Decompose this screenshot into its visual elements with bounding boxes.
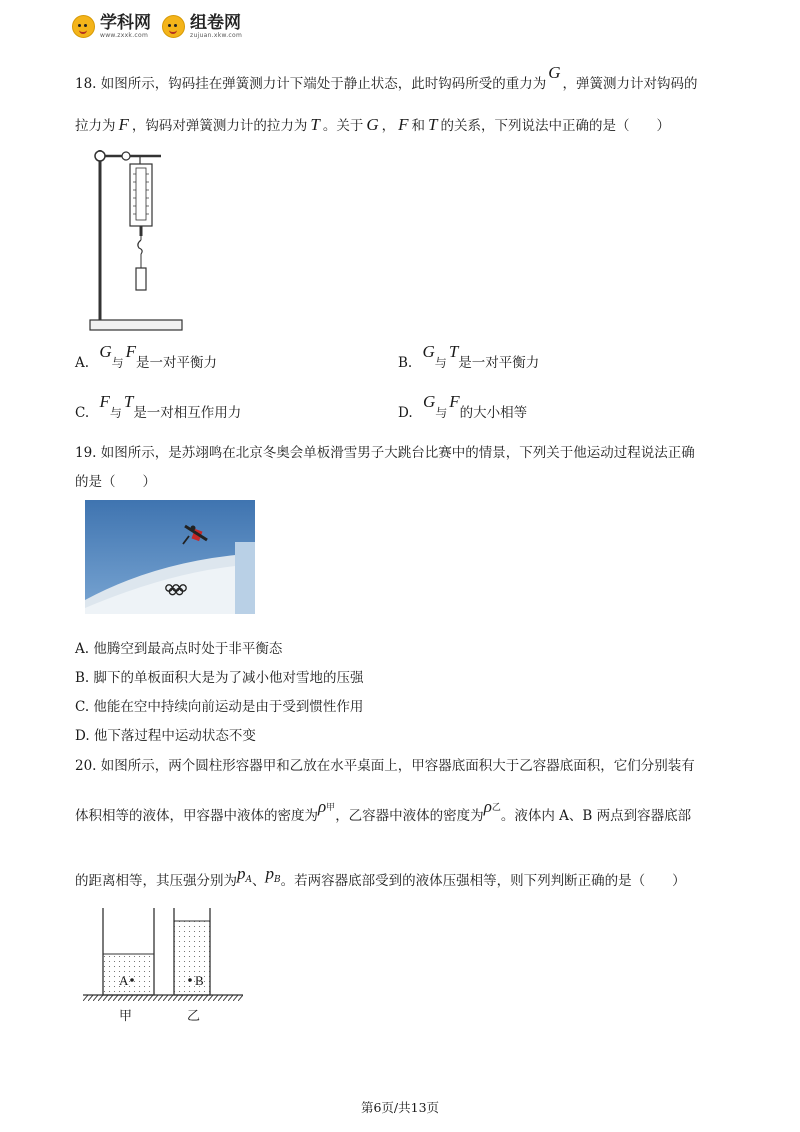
q18-line2: 拉力为 F ，钩码对弹簧测力计的拉力为 T 。关于 G ， F 和 T 的关系，下列说法中正确的是（ ） (75, 115, 670, 134)
q18-option-c[interactable]: C. F与T是一对相互作用力 (75, 392, 242, 421)
containers-figure (83, 905, 245, 1025)
container-jia-label: 甲 (119, 1009, 133, 1024)
point-b-label: B (195, 973, 204, 988)
logo-name: 学科网 (100, 13, 151, 33)
point-a-label: A (119, 973, 129, 988)
q18-option-b[interactable]: B. G与T是一对平衡力 (398, 342, 540, 371)
q19-line2: 的是（ ） (75, 474, 156, 490)
point-a-marker (130, 978, 134, 982)
logo-zujuan (162, 14, 242, 39)
q19-option-c[interactable]: C. 他能在空中持续向前运动是由于受到惯性作用 (75, 699, 364, 715)
q20-line3: 的距离相等，其压强分别为$p^A$、$p^B$。若两容器底部受到的液体压强相等，则下列判断正确的是（ ） (75, 864, 686, 889)
snowboard-photo (85, 500, 255, 614)
container-yi-label: 乙 (187, 1009, 201, 1024)
logo-name: 组卷网 (190, 13, 241, 33)
q19-option-a[interactable]: A. 他腾空到最高点时处于非平衡态 (75, 641, 283, 657)
q19-option-b[interactable]: B. 脚下的单板面积大是为了减小他对雪地的压强 (75, 670, 364, 686)
q18-option-a[interactable]: A. G与F是一对平衡力 (75, 342, 218, 371)
point-b-marker (188, 978, 192, 982)
q18-option-d[interactable]: D. G与F的大小相等 (398, 392, 528, 421)
smiley-icon (72, 15, 95, 38)
q18-line1: 18. 如图所示，钩码挂在弹簧测力计下端处于静止状态，此时钩码所受的重力为G，弹簧测力计对钩码的 (75, 63, 698, 92)
smiley-icon (162, 15, 185, 38)
logo-url: zujuan.xkw.com (190, 32, 243, 39)
logo-url: www.zxxk.com (100, 32, 149, 39)
spring-scale-figure (86, 140, 186, 334)
page-number: 第6页/共13页 (360, 1100, 440, 1115)
q19-line1: 19. 如图所示，是苏翊鸣在北京冬奥会单板滑雪男子大跳台比赛中的情景，下列关于他运动过程说法正确 (75, 445, 695, 461)
q20-line2: 体积相等的液体，甲容器中液体的密度为$\rho^甲$，乙容器中液体的密度为$\rho^乙$。液体内 A、B 两点到容器底部 (75, 797, 692, 824)
q19-option-d[interactable]: D. 他下落过程中运动状态不变 (75, 728, 256, 744)
logo-zxxk (72, 14, 151, 39)
q20-line1: 20. 如图所示，两个圆柱形容器甲和乙放在水平桌面上，甲容器底面积大于乙容器底面积，它们分别装有 (75, 758, 695, 774)
